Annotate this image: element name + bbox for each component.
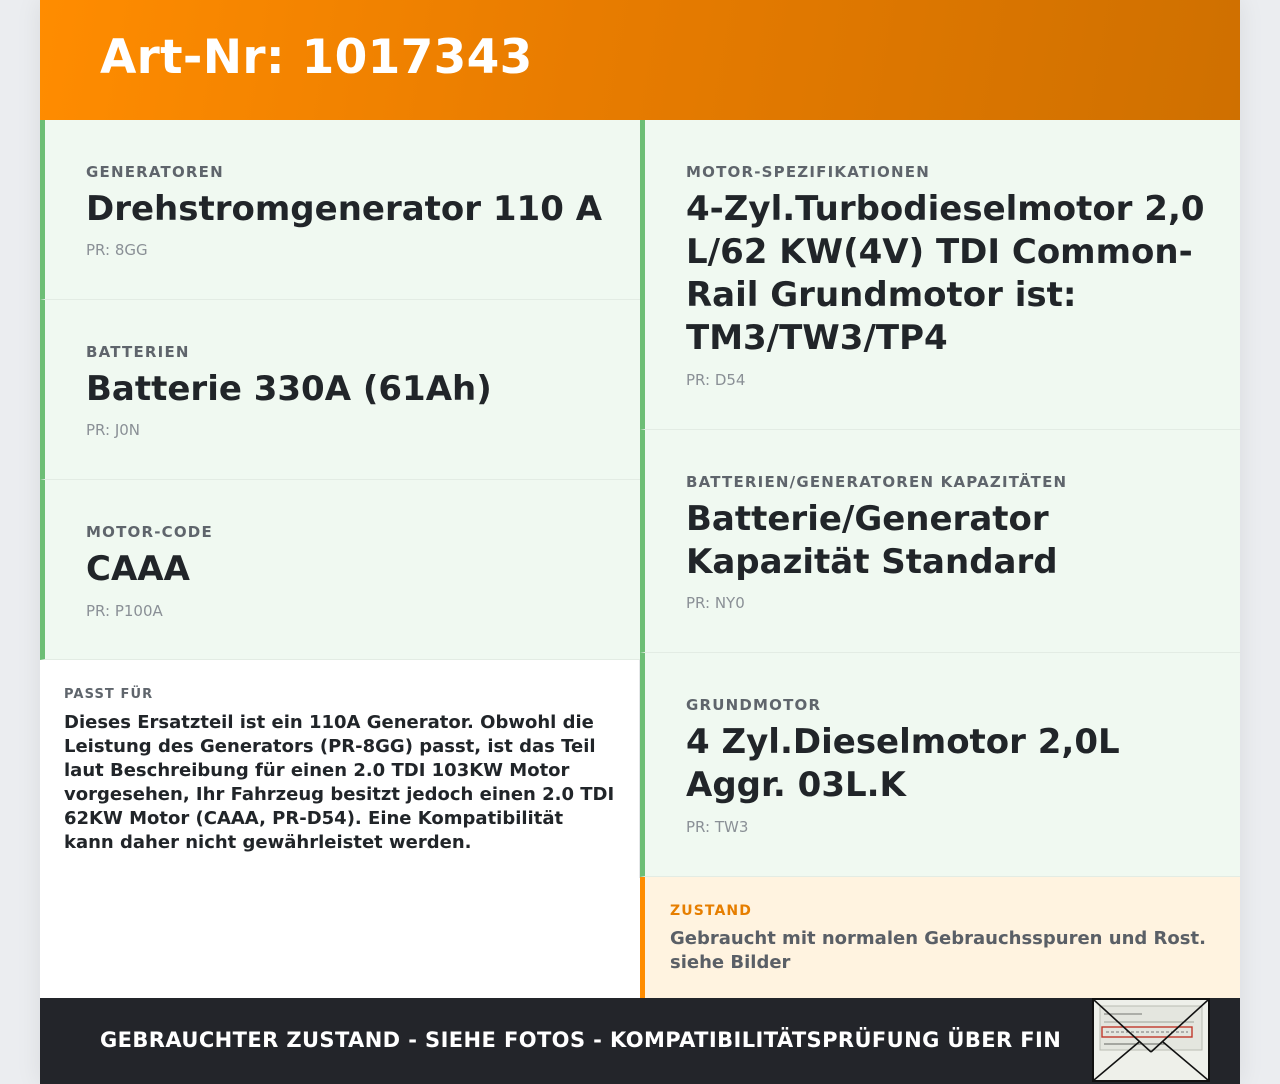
left-column	[40, 120, 640, 998]
spec-value: 4-Zyl.Turbodieselmotor 2,0 L/62 KW(4V) TDI Common-Rail Grundmotor ist: TM3/TW3/TP4	[686, 189, 1205, 358]
page-title: Art-Nr: 1017343	[100, 30, 533, 85]
spec-value: Batterie/Generator Kapazität Standard	[686, 499, 1058, 582]
spec-value: Drehstromgenerator 110 A	[86, 189, 603, 229]
spec-value: Batterie 330A (61Ah)	[86, 369, 492, 409]
envelope-photo-icon	[1094, 1000, 1208, 1080]
spec-label: MOTOR-CODE	[86, 523, 213, 541]
header-bar	[40, 0, 1240, 120]
spec-pr-code: PR: J0N	[86, 421, 141, 439]
spec-label: GENERATOREN	[86, 163, 224, 181]
spec-card-batterien	[40, 300, 640, 480]
spec-pr-code: PR: TW3	[686, 818, 749, 836]
footer-bar	[40, 998, 1240, 1084]
spec-value: CAAA	[86, 549, 190, 589]
compatibility-text: Dieses Ersatzteil ist ein 110A Generator. Obwohl die Leistung des Generators (PR-8GG) passt, ist das Teil laut Beschreibung für einen 2.0 TDI 103KW Motor vorgesehen, Ihr Fahrzeug besitzt jedoch einen 2.0 TDI 62KW Motor (CAAA, PR-D54). Eine Kompatibilität kann daher nicht gewährleistet werden.	[64, 712, 615, 853]
spec-card-kapazitaeten	[640, 430, 1240, 653]
product-card	[40, 0, 1240, 1084]
footer-text: GEBRAUCHTER ZUSTAND - SIEHE FOTOS - KOMPATIBILITÄTSPRÜFUNG ÜBER FIN	[100, 1028, 1062, 1052]
condition-label: ZUSTAND	[670, 903, 752, 919]
spec-pr-code: PR: NY0	[686, 594, 745, 612]
spec-pr-code: PR: D54	[686, 371, 746, 389]
spec-label: BATTERIEN/GENERATOREN KAPAZITÄTEN	[686, 473, 1068, 491]
spec-label: BATTERIEN	[86, 343, 190, 361]
spec-pr-code: PR: 8GG	[86, 241, 148, 259]
right-column	[640, 120, 1240, 998]
compatibility-note	[40, 660, 640, 998]
spec-card-motor-code	[40, 480, 640, 660]
spec-card-motor-spezifikationen	[640, 120, 1240, 430]
spec-card-grundmotor	[640, 653, 1240, 877]
spec-label: GRUNDMOTOR	[686, 696, 822, 714]
data-plate-thumbnail[interactable]	[1092, 998, 1210, 1082]
spec-pr-code: PR: P100A	[86, 602, 163, 620]
spec-label: MOTOR-SPEZIFIKATIONEN	[686, 163, 930, 181]
condition-box	[640, 877, 1240, 998]
spec-value: 4 Zyl.Dieselmotor 2,0L Aggr. 03L.K	[686, 722, 1120, 805]
condition-text: Gebraucht mit normalen Gebrauchsspuren und Rost. siehe Bilder	[670, 928, 1206, 973]
compatibility-label: PASST FÜR	[64, 687, 154, 702]
spec-card-generatoren	[40, 120, 640, 300]
